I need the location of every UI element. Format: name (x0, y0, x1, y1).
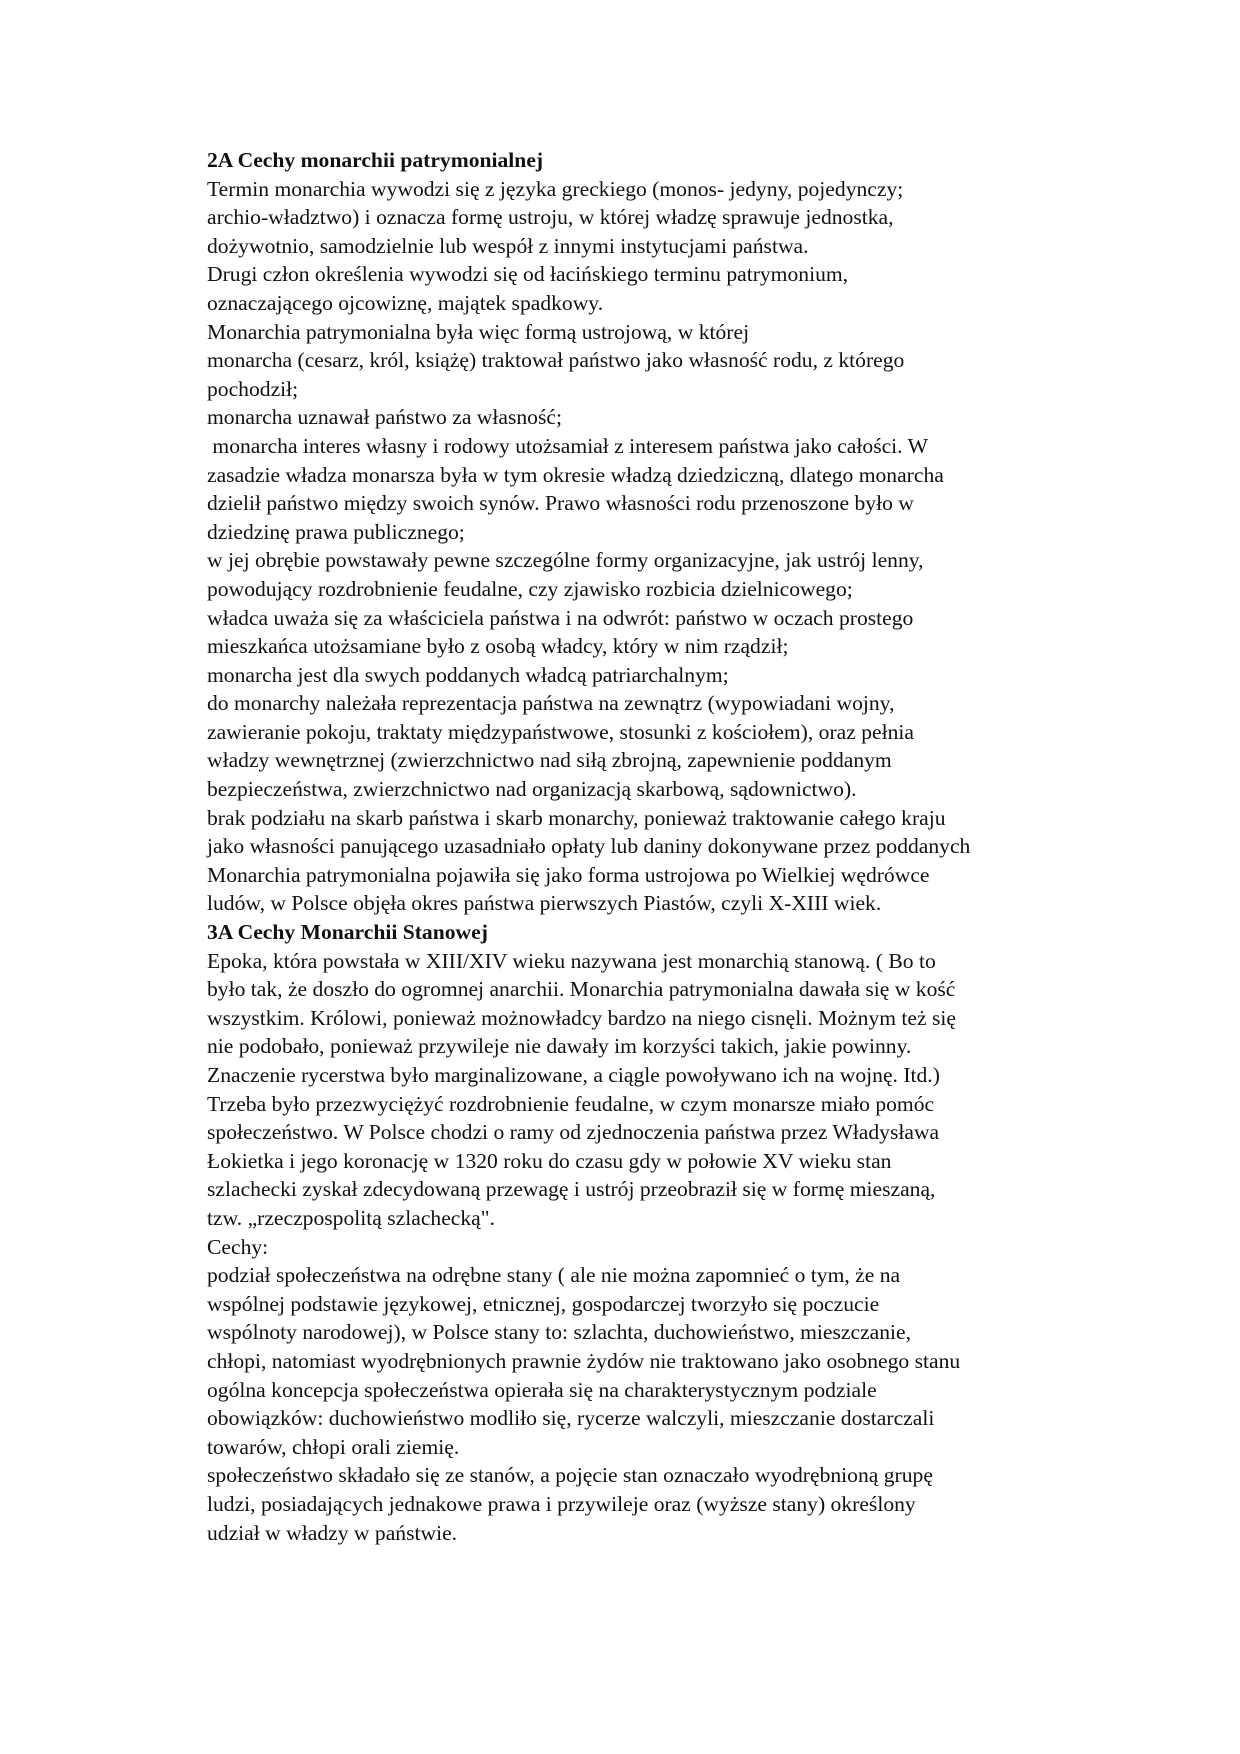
text-line: Łokietka i jego koronację w 1320 roku do czasu gdy w połowie XV wieku stan (207, 1148, 892, 1173)
text-line: wszystkim. Królowi, ponieważ możnowładcy bardzo na niego cisnęli. Możnym też się (207, 1005, 956, 1030)
text-line: wspólnoty narodowej), w Polsce stany to: szlachta, duchowieństwo, mieszczanie, (207, 1320, 912, 1345)
section-monarchia-patrymonialna (207, 146, 1107, 918)
section-body (207, 175, 1107, 918)
text-line: Drugi człon określenia wywodzi się od łacińskiego terminu patrymonium, (207, 262, 849, 287)
text-line: powodujący rozdrobnienie feudalne, czy zjawisko rozbicia dzielnicowego; (207, 576, 853, 601)
text-line: towarów, chłopi orali ziemię. (207, 1434, 460, 1459)
text-line: społeczeństwo składało się ze stanów, a pojęcie stan oznaczało wyodrębnioną grupę (207, 1463, 933, 1488)
text-line: tzw. „rzeczpospolitą szlachecką". (207, 1205, 495, 1230)
text-line: Termin monarchia wywodzi się z języka greckiego (monos- jedyny, pojedynczy; (207, 176, 904, 201)
text-line: wspólnej podstawie językowej, etnicznej, gospodarczej tworzyło się poczucie (207, 1291, 880, 1316)
text-line: ludzi, posiadających jednakowe prawa i przywileje oraz (wyższe stany) określony (207, 1491, 916, 1516)
text-line: Cechy: (207, 1234, 269, 1259)
text-line: monarcha uznawał państwo za własność; (207, 405, 562, 430)
text-line: ogólna koncepcja społeczeństwa opierała się na charakterystycznym podziale (207, 1377, 877, 1402)
text-line: szlachecki zyskał zdecydowaną przewagę i ustrój przeobraził się w formę mieszaną, (207, 1177, 936, 1202)
text-line: społeczeństwo. W Polsce chodzi o ramy od zjednoczenia państwa przez Władysława (207, 1120, 940, 1145)
text-line: mieszkańca utożsamiane było z osobą władcy, który w nim rządził; (207, 634, 789, 659)
text-line: było tak, że doszło do ogromnej anarchii. Monarchia patrymonialna dawała się w kość (207, 977, 956, 1002)
text-line: archio-władztwo) i oznacza formę ustroju, w której władzę sprawuje jednostka, (207, 205, 894, 230)
text-line: Monarchia patrymonialna była więc formą ustrojową, w której (207, 319, 750, 344)
text-line: monarcha jest dla swych poddanych władcą patriarchalnym; (207, 662, 729, 687)
text-line: podział społeczeństwa na odrębne stany ( ale nie można zapomnieć o tym, że na (207, 1263, 901, 1288)
text-line: do monarchy należała reprezentacja państwa na zewnątrz (wypowiadani wojny, (207, 691, 895, 716)
text-line: dożywotnio, samodzielnie lub wespół z innymi instytucjami państwa. (207, 233, 809, 258)
text-line: nie podobało, ponieważ przywileje nie dawały im korzyści takich, jakie powinny. (207, 1034, 912, 1059)
text-line: chłopi, natomiast wyodrębnionych prawnie żydów nie traktowano jako osobnego stanu (207, 1348, 961, 1373)
text-line: władca uważa się za właściciela państwa i na odwrót: państwo w oczach prostego (207, 605, 914, 630)
text-line: udział w władzy w państwie. (207, 1520, 458, 1545)
text-line: Monarchia patrymonialna pojawiła się jako forma ustrojowa po Wielkiej wędrówce (207, 862, 930, 887)
text-line: monarcha (cesarz, król, książę) traktował państwo jako własność rodu, z którego (207, 348, 905, 373)
text-line: bezpieczeństwa, zwierzchnictwo nad organizacją skarbową, sądownictwo). (207, 777, 857, 802)
text-line: monarcha interes własny i rodowy utożsamiał z interesem państwa jako całości. W (207, 433, 928, 458)
text-line: brak podziału na skarb państwa i skarb monarchy, ponieważ traktowanie całego kraju (207, 805, 946, 830)
text-line: w jej obrębie powstawały pewne szczególne formy organizacyjne, jak ustrój lenny, (207, 548, 924, 573)
text-line: dziedzinę prawa publicznego; (207, 519, 465, 544)
text-line: dzielił państwo między swoich synów. Prawo własności rodu przenoszone było w (207, 491, 914, 516)
section-monarchia-stanowa (207, 918, 1107, 1547)
text-line: Trzeba było przezwyciężyć rozdrobnienie feudalne, w czym monarsze miało pomóc (207, 1091, 935, 1116)
text-line: obowiązków: duchowieństwo modliło się, rycerze walczyli, mieszczanie dostarczali (207, 1406, 935, 1431)
section-heading: 2A Cechy monarchii patrymonialnej (207, 148, 544, 172)
text-line: jako własności panującego uzasadniało opłaty lub daniny dokonywane przez poddanych (207, 834, 971, 859)
document-page (207, 146, 1107, 1547)
text-line: pochodził; (207, 376, 299, 401)
text-line: Epoka, która powstała w XIII/XIV wieku nazywana jest monarchią stanową. ( Bo to (207, 948, 936, 973)
text-line: oznaczającego ojcowiznę, majątek spadkowy. (207, 290, 604, 315)
text-line: ludów, w Polsce objęła okres państwa pierwszych Piastów, czyli X-XIII wiek. (207, 891, 882, 916)
text-line: zasadzie władza monarsza była w tym okresie władzą dziedziczną, dlatego monarcha (207, 462, 944, 487)
section-heading: 3A Cechy Monarchii Stanowej (207, 920, 488, 945)
section-body (207, 947, 1107, 1547)
text-line: Znaczenie rycerstwa było marginalizowane, a ciągle powoływano ich na wojnę. Itd.) (207, 1063, 940, 1087)
text-line: władzy wewnętrznej (zwierzchnictwo nad siłą zbrojną, zapewnienie poddanym (207, 748, 892, 773)
text-line: zawieranie pokoju, traktaty międzypaństwowe, stosunki z kościołem), oraz pełnia (207, 719, 914, 744)
